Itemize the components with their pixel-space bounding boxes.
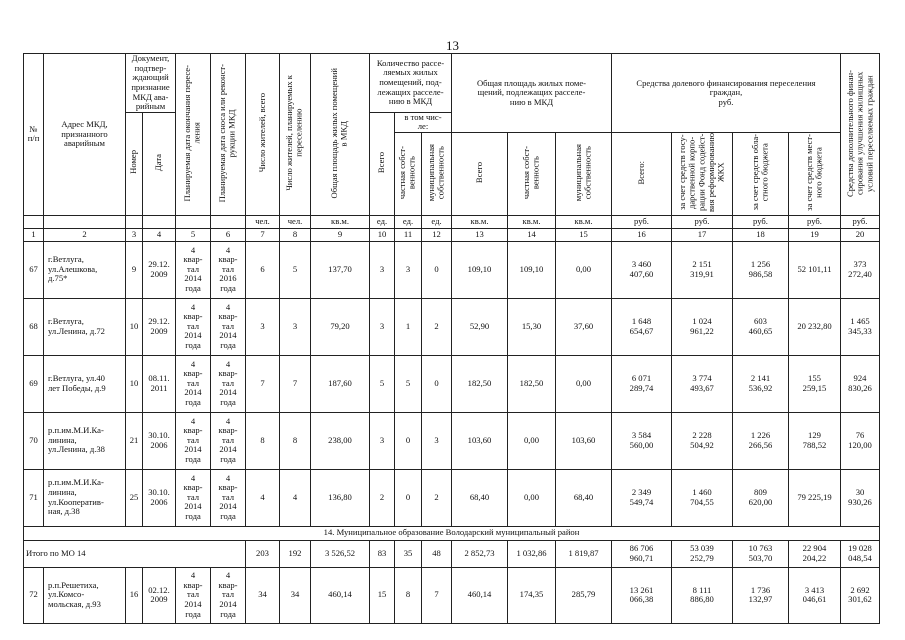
col-number: 17: [672, 228, 733, 241]
address-cell: р.п.им.М.И.Ка- линина, ул.Ленина, д.38: [44, 412, 126, 469]
header-funds-additional: Средства дополнительного финан- сирования улучшения жилищных условий переселяемых граждан: [841, 54, 880, 216]
unit-cell: кв.м.: [452, 215, 508, 228]
col-number: 4: [143, 228, 176, 241]
col-number: 11: [395, 228, 422, 241]
unit-cell: кв.м.: [508, 215, 556, 228]
col-number: 5: [176, 228, 211, 241]
unit-cell: руб.: [733, 215, 789, 228]
column-numbers-row: [24, 228, 880, 241]
address-cell: р.п.Решетиха, ул.Комсо- мольская, д.93: [44, 567, 126, 623]
address-cell: г.Ветлуга, ул.Алешкова, д.75*: [44, 241, 126, 298]
table-row: 69 г.Ветлуга, ул.40 лет Победы, д.9 10 08.11. 2011 4 квар- тал 2014 года 4 квар- тал 2014 года 7 7 187,60 5 5 0 182,50 182,50 0,00 6 071 289,74 3 774 493,67 2 141 536,92 155 259,15 924 830,26: [24, 355, 880, 412]
header-total-area: Общая площадь жилых помещений в МКД: [311, 54, 370, 216]
col-number: 20: [841, 228, 880, 241]
unit-cell: ед.: [395, 215, 422, 228]
header-area-private: частная собст- венность: [508, 133, 556, 216]
unit-cell: ед.: [370, 215, 395, 228]
header-rooms-total: Всего: [370, 112, 395, 215]
col-number: 10: [370, 228, 395, 241]
header-rooms-municipal: муниципальная собственность: [422, 133, 452, 216]
total-row: Итого по МО 14 203 192 3 526,52 83 35 48 2 852,73 1 032,86 1 819,87 86 706 960,71 53 039 252,79 10 763 503,70 22 904 204,22 19 028 048,54: [24, 540, 880, 567]
header-document: Документ, подтвер- ждающий признание МКД ава- рийным: [126, 54, 176, 113]
col-number: 18: [733, 228, 789, 241]
address-cell: р.п.им.М.И.Ка- линина, ул.Кооператив- ная, д.38: [44, 469, 126, 526]
header-rooms-private: частная собст- венность: [395, 133, 422, 216]
col-number: 2: [44, 228, 126, 241]
relocation-table: [23, 53, 880, 624]
header-planned-demolition: Планируемая дата сноса или реконст- рукции МКД: [211, 54, 246, 216]
table-row: 68 г.Ветлуга, ул.Ленина, д.72 10 29.12. 2009 4 квар- тал 2014 года 4 квар- тал 2014 года 3 3 79,20 3 1 2 52,90 15,30 37,60 1 648 654,67 1 024 961,22 603 460,65 20 232,80 1 465 345,33: [24, 298, 880, 355]
header-residents-total: Число жителей, всего: [246, 54, 280, 216]
col-number: 16: [612, 228, 672, 241]
header-rooms-including: в том чис- ле:: [395, 112, 452, 132]
address-cell: г.Ветлуга, ул.40 лет Победы, д.9: [44, 355, 126, 412]
header-num: № п/п: [24, 54, 44, 216]
unit-cell: руб.: [841, 215, 880, 228]
table-row: 67 г.Ветлуга, ул.Алешкова, д.75* 9 29.12. 2009 4 квар- тал 2014 года 4 квар- тал 2016 года 6 5 137,70 3 3 0 109,10 109,10 0,00 3 460 407,60 2 151 319,91 1 256 986,58 52 101,11 373 272,40: [24, 241, 880, 298]
total-label: Итого по МО 14: [24, 540, 246, 567]
header-area-block: Общая площадь жилых поме- щений, подлежащих расселе- нию в МКД: [452, 54, 612, 133]
unit-cell: руб.: [789, 215, 841, 228]
col-number: 1: [24, 228, 44, 241]
header-residents-planned: Число жителей, планируемых к переселению: [280, 54, 311, 216]
header-rooms-count: Количество рассе- ляемых жилых помещений, под- лежащих расселе- нию в МКД: [370, 54, 452, 113]
col-number: 19: [789, 228, 841, 241]
unit-cell: руб.: [612, 215, 672, 228]
col-number: 9: [311, 228, 370, 241]
header-doc-number: Номер: [126, 112, 143, 215]
header-planned-end: Планируемая дата окончания пересе- ления: [176, 54, 211, 216]
col-number: 7: [246, 228, 280, 241]
col-number: 13: [452, 228, 508, 241]
col-number: 3: [126, 228, 143, 241]
col-number: 8: [280, 228, 311, 241]
header-funds-total: Всего:: [612, 133, 672, 216]
unit-cell: руб.: [672, 215, 733, 228]
col-number: 14: [508, 228, 556, 241]
header-area-total: Всего: [452, 133, 508, 216]
section-title: 14. Муниципальное образование Володарский муниципальный район: [24, 526, 880, 540]
header-funds-regional: за счет средств обла- стного бюджета: [733, 133, 789, 216]
address-cell: г.Ветлуга, ул.Ленина, д.72: [44, 298, 126, 355]
header-address: Адрес МКД, признанного аварийным: [44, 54, 126, 216]
unit-cell: ед.: [422, 215, 452, 228]
unit-cell: кв.м.: [311, 215, 370, 228]
header-funds-block: Средства долевого финансирования переселения граждан, руб.: [612, 54, 841, 133]
header-area-municipal: муниципальная собственность: [556, 133, 612, 216]
col-number: 6: [211, 228, 246, 241]
header-doc-date: Дата: [143, 112, 176, 215]
table-row: 70 р.п.им.М.И.Ка- линина, ул.Ленина, д.38 21 30.10. 2006 4 квар- тал 2014 года 4 квар- тал 2014 года 8 8 238,00 3 0 3 103,60 0,00 103,60 3 584 560,00 2 228 504,92 1 226 266,56 129 788,52 76 120,00: [24, 412, 880, 469]
table-row: 72 р.п.Решетиха, ул.Комсо- мольская, д.93 16 02.12. 2009 4 квар- тал 2014 года 4 квар- тал 2014 года 34 34 460,14 15 8 7 460,14 174,35 285,79 13 261 066,38 8 111 886,80 1 736 132,97 3 413 046,61 2 692 301,62: [24, 567, 880, 623]
unit-cell: кв.м.: [556, 215, 612, 228]
header-funds-fund: за счет средств госу- дарственной корпо- рации Фонд содейст- вия реформированию ЖКХ: [672, 133, 733, 216]
header-funds-local: за счет средств мест- ного бюджета: [789, 133, 841, 216]
page-number: 13: [446, 38, 459, 53]
col-number: 12: [422, 228, 452, 241]
table-row: 71 р.п.им.М.И.Ка- линина, ул.Кооператив- ная, д.38 25 30.10. 2006 4 квар- тал 2014 года 4 квар- тал 2014 года 4 4 136,80 2 0 2 68,40 0,00 68,40 2 349 549,74 1 460 704,55 809 620,00 79 225,19 30 930,26: [24, 469, 880, 526]
unit-cell: чел.: [246, 215, 280, 228]
col-number: 15: [556, 228, 612, 241]
units-row: [24, 215, 880, 228]
unit-cell: чел.: [280, 215, 311, 228]
section-row: [24, 526, 880, 540]
